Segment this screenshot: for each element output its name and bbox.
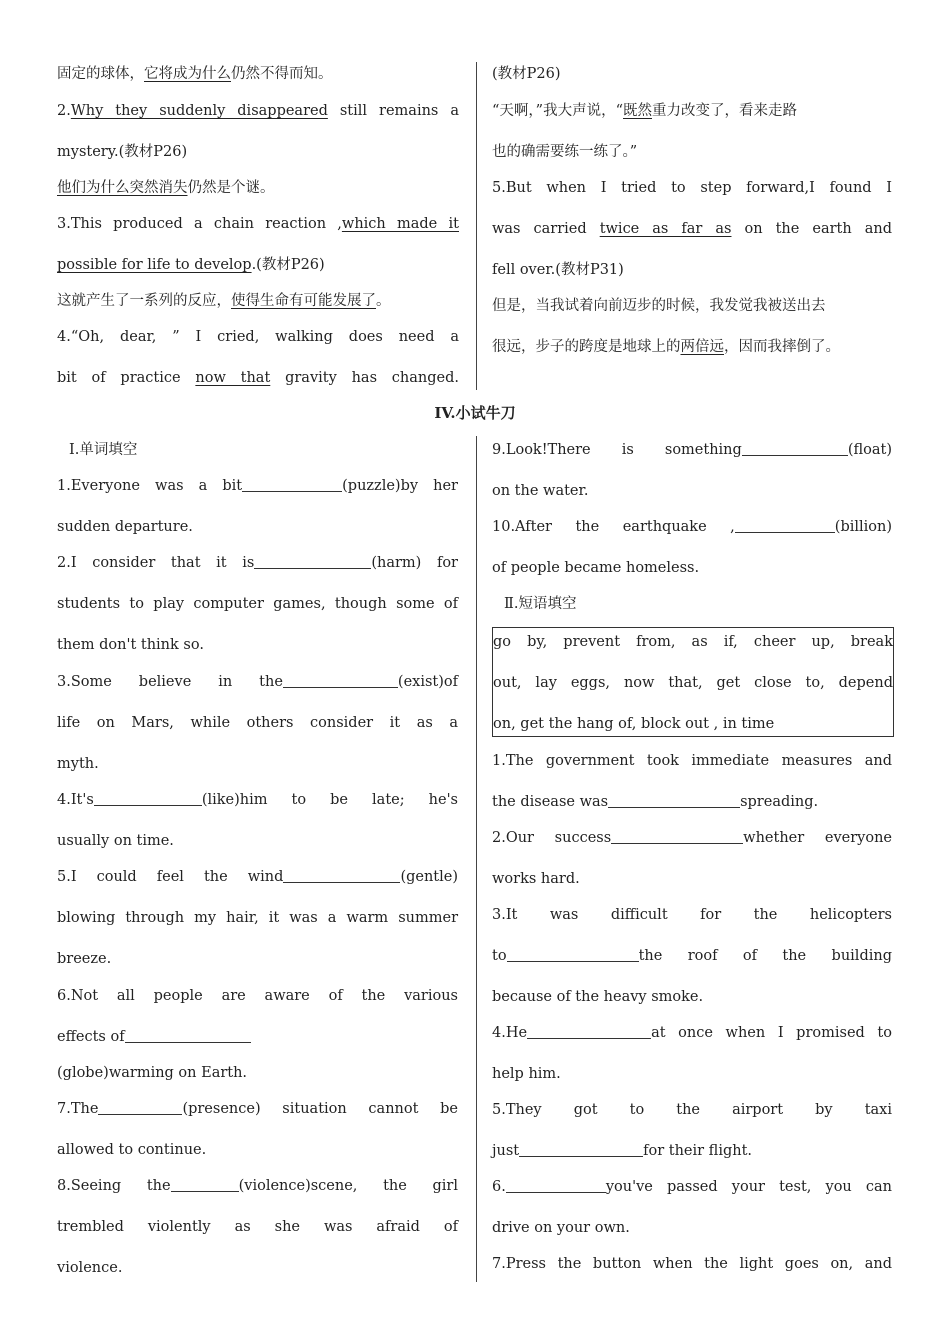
text: 重力改变了，看来走路 — [652, 103, 797, 119]
p2-q4-line-1 — [492, 1023, 892, 1043]
answer-blank[interactable] — [94, 791, 202, 806]
text: effects of — [57, 1029, 125, 1045]
q10-line-1 — [492, 517, 892, 537]
p2-q7-line-1: 7.Press the button when the light goes on, and — [492, 1256, 892, 1272]
q5-line-1 — [57, 867, 458, 887]
text: 这就产生了一系列的反应， — [57, 293, 231, 309]
p2-q2-line-1 — [492, 828, 892, 848]
q6-line-2 — [57, 1027, 458, 1047]
q6-line-1: 6.Not all people are aware of the various — [57, 988, 458, 1004]
text: at once when I promised to — [651, 1025, 892, 1041]
p2-q1-line-1: 1.The government took immediate measures and — [492, 753, 892, 769]
answer-blank[interactable] — [608, 793, 740, 808]
q1-line-1 — [57, 476, 458, 496]
answer-blank[interactable] — [735, 518, 835, 533]
underlined-text: 两倍远 — [680, 339, 724, 355]
q3-line-3: myth. — [57, 756, 99, 772]
column-divider-top — [476, 62, 477, 390]
answer-blank[interactable] — [254, 554, 371, 569]
text: (gentle) — [400, 869, 458, 885]
text: the roof of the building — [638, 948, 892, 964]
q8-line-2: trembled violently as she was afraid of — [57, 1219, 458, 1235]
underlined-text: 使得生命有可能发展了 — [231, 293, 376, 309]
q3-line-1 — [57, 672, 458, 692]
underlined-text: now that — [195, 370, 271, 386]
text: 8.Seeing the — [57, 1178, 171, 1194]
p2-q3-line-2 — [492, 946, 892, 966]
text: 仍然不得而知。 — [231, 66, 333, 82]
q2-line-3: them don't think so. — [57, 637, 204, 653]
p2-q3-line-3: because of the heavy smoke. — [492, 989, 704, 1005]
text: gravity has changed. — [270, 370, 460, 386]
text: was carried — [492, 221, 600, 237]
text: (billion) — [834, 519, 892, 535]
phrase-box-line-1: go by, prevent from, as if, cheer up, break — [493, 634, 893, 650]
text: 3.Some believe in the — [57, 674, 283, 690]
text: to — [492, 948, 507, 964]
tl-line-3: mystery.(教材P26) — [57, 144, 188, 160]
text: (exist)of — [397, 674, 458, 690]
answer-blank[interactable] — [171, 1177, 239, 1192]
tr-line-4: 5.But when I tried to step forward,I found I — [492, 180, 892, 196]
text: (presence) situation cannot be — [182, 1101, 458, 1117]
answer-blank[interactable] — [519, 1142, 643, 1157]
column-divider-bottom — [476, 436, 477, 1282]
text: 2. — [57, 103, 71, 119]
text: 4.He — [492, 1025, 528, 1041]
text: (like)him to be late; he's — [201, 792, 458, 808]
tr-line-3: 也的确需要练一练了。” — [492, 144, 638, 160]
text: 2.Our success — [492, 830, 612, 846]
q7-line-2: allowed to continue. — [57, 1142, 207, 1158]
text: 很远，步子的跨度是地球上的 — [492, 339, 681, 355]
answer-blank[interactable] — [98, 1100, 182, 1115]
q8-line-3: violence. — [57, 1260, 123, 1276]
answer-blank[interactable] — [283, 868, 400, 883]
q4-line-1 — [57, 790, 458, 810]
part1-heading: Ⅰ.单词填空 — [69, 442, 138, 458]
part2-column — [492, 0, 892, 1300]
q2-line-2: students to play computer games, though some of — [57, 596, 458, 612]
underlined-text: possible for life to develop — [57, 257, 252, 273]
text: 1.Everyone was a bit — [57, 478, 243, 494]
text: on the earth and — [731, 221, 892, 237]
text: ，因而我摔倒了。 — [724, 339, 840, 355]
p2-q3-line-1: 3.It was difficult for the helicopters — [492, 907, 892, 923]
text: 2.I consider that it is — [57, 555, 255, 571]
text: spreading. — [740, 794, 819, 810]
phrase-box — [492, 627, 894, 737]
part1-column — [57, 0, 458, 1300]
text: (puzzle)by her — [342, 478, 458, 494]
q2-line-1 — [57, 553, 458, 573]
text: 6. — [492, 1179, 506, 1195]
underlined-text: twice as far as — [599, 221, 732, 237]
q10-line-2: of people became homeless. — [492, 560, 700, 576]
text: 3.This produced a chain reaction , — [57, 216, 342, 232]
p2-q5-line-1: 5.They got to the airport by taxi — [492, 1102, 892, 1118]
q5-line-3: breeze. — [57, 951, 112, 967]
answer-blank[interactable] — [283, 673, 398, 688]
underlined-text: Why they suddenly disappeared — [70, 103, 328, 119]
q7-line-1 — [57, 1099, 458, 1119]
p2-q5-line-2 — [492, 1141, 892, 1161]
tr-line-7: 但是，当我试着向前迈步的时候，我发觉我被送出去 — [492, 298, 826, 314]
text: you've passed your test, you can — [605, 1179, 892, 1195]
text: (harm) for — [371, 555, 458, 571]
section-title: IV.小试牛刀 — [434, 404, 516, 422]
q5-line-2: blowing through my hair, it was a warm summer — [57, 910, 458, 926]
tr-line-1: (教材P26) — [492, 66, 561, 82]
q3-line-2: life on Mars, while others consider it as a — [57, 715, 458, 731]
text: (violence)scene, the girl — [238, 1178, 458, 1194]
tr-line-6: fell over.(教材P31) — [492, 262, 624, 278]
p2-q1-line-2 — [492, 792, 892, 812]
answer-blank[interactable] — [742, 441, 848, 456]
answer-blank[interactable] — [125, 1028, 251, 1043]
p2-q6-line-2: drive on your own. — [492, 1220, 630, 1236]
text: 7.The — [57, 1101, 99, 1117]
text: 10.After the earthquake , — [492, 519, 735, 535]
q6-line-3: (globe)warming on Earth. — [57, 1065, 248, 1081]
answer-blank[interactable] — [242, 477, 342, 492]
text: 仍然是个谜。 — [187, 180, 275, 196]
underlined-text: 既然 — [623, 103, 652, 119]
phrase-box-line-3: on, get the hang of, block out , in time — [493, 716, 775, 732]
text: just — [492, 1143, 520, 1159]
answer-blank[interactable] — [611, 829, 743, 844]
underlined-text: which made it — [341, 216, 459, 232]
q4-line-2: usually on time. — [57, 833, 174, 849]
text: 4.It's — [57, 792, 94, 808]
text: for their flight. — [643, 1143, 753, 1159]
part2-heading: Ⅱ.短语填空 — [504, 596, 577, 612]
text: 。 — [376, 293, 391, 309]
underlined-text: 它将成为什么 — [144, 66, 231, 82]
text: “天啊，”我大声说，“ — [492, 103, 623, 119]
q1-line-2: sudden departure. — [57, 519, 193, 535]
p2-q2-line-2: works hard. — [492, 871, 580, 887]
q9-line-2: on the water. — [492, 483, 589, 499]
text: whether everyone — [743, 830, 892, 846]
text: still remains a — [327, 103, 459, 119]
text: .(教材P26) — [251, 257, 325, 273]
text: the disease was — [492, 794, 609, 810]
tl-line-8: 4.“Oh, dear, ” I cried, walking does need a — [57, 329, 459, 345]
text: (float) — [847, 442, 892, 458]
underlined-text: 他们为什么突然消失 — [57, 180, 188, 196]
p2-q6-line-1 — [492, 1177, 892, 1197]
text: 固定的球体， — [57, 66, 144, 82]
p2-q4-line-2: help him. — [492, 1066, 561, 1082]
answer-blank[interactable] — [527, 1024, 651, 1039]
answer-blank[interactable] — [507, 947, 639, 962]
phrase-box-line-2: out, lay eggs, now that, get close to, depend — [493, 675, 893, 691]
q9-line-1 — [492, 440, 892, 460]
text: 9.Look!There is something — [492, 442, 742, 458]
text: 5.I could feel the wind — [57, 869, 284, 885]
q8-line-1 — [57, 1176, 458, 1196]
answer-blank[interactable] — [506, 1178, 606, 1193]
text: bit of practice — [57, 370, 196, 386]
